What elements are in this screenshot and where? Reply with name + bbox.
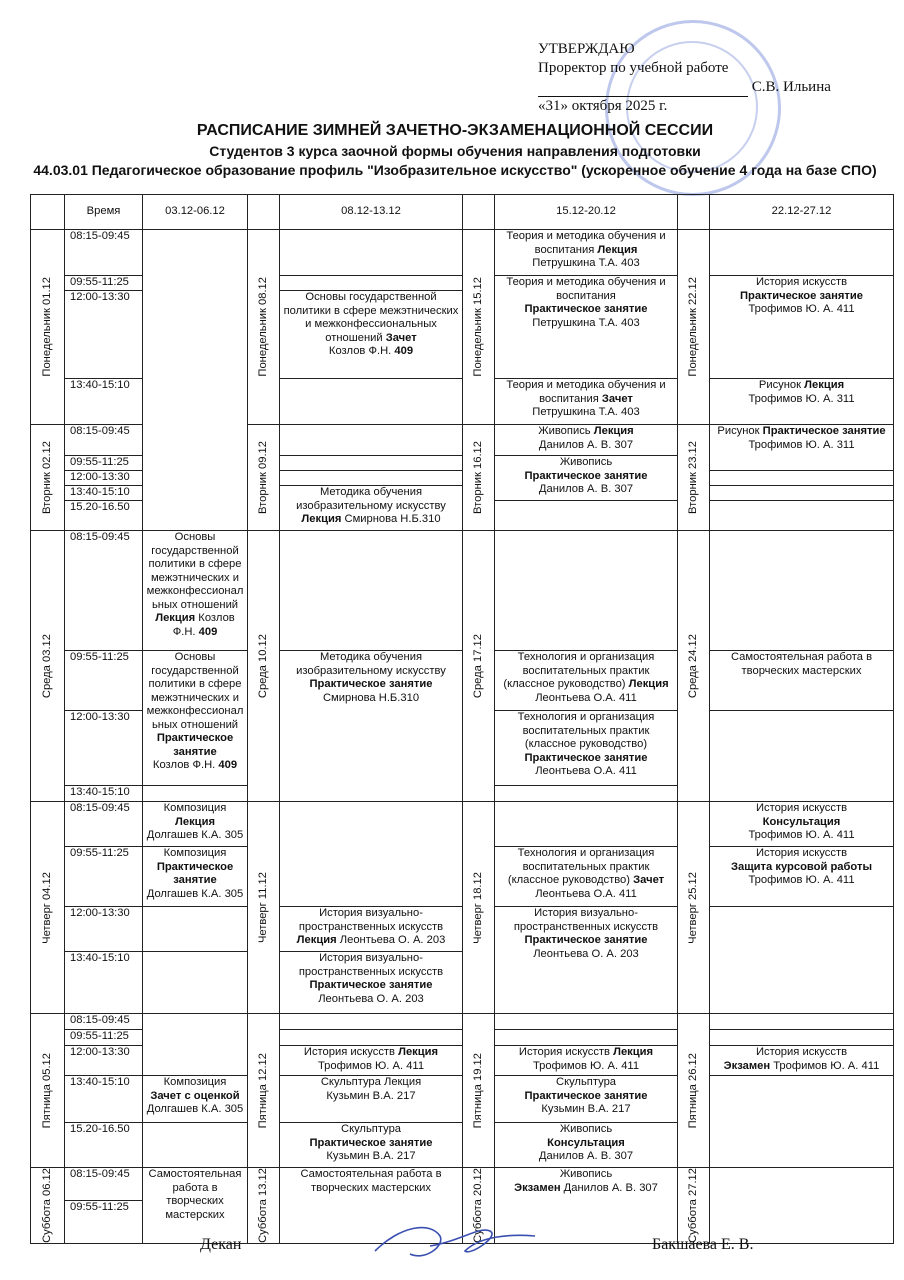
lesson-teacher: Данилов А. В. 307: [560, 1181, 658, 1194]
day-label: Вторник 23.12: [686, 441, 699, 514]
lesson-teacher: Леонтьева О.А. 411: [535, 691, 637, 704]
lesson-cell: [280, 379, 463, 425]
lesson-cell: [495, 1076, 678, 1123]
day-label: Пятница 26.12: [686, 1052, 699, 1129]
signature-line: [538, 82, 748, 97]
lesson-cell: [495, 501, 678, 531]
day-cell: [248, 1014, 280, 1168]
lesson-cell: [710, 276, 894, 379]
time-cell: 08:15-09:45: [65, 230, 143, 276]
lesson-cell: [280, 907, 463, 952]
time-cell: 12:00-13:30: [65, 1046, 143, 1076]
lesson-cell: [143, 802, 248, 847]
time-cell: 09:55-11:25: [65, 847, 143, 907]
lesson-subject: Теория и методика обучения и воспитания: [506, 276, 666, 302]
lesson-cell: [280, 1030, 463, 1046]
lesson-type: Лекция: [155, 612, 196, 624]
lesson-subject: Композиция: [163, 847, 227, 859]
lesson-cell: [710, 501, 894, 531]
day-cell: [678, 531, 710, 802]
day-cell: [678, 230, 710, 425]
lesson-teacher: Трофимов Ю. А. 411: [748, 303, 855, 315]
lesson-cell: [280, 1123, 463, 1168]
lesson-cell: [280, 230, 463, 276]
time-cell: 15.20-16.50: [65, 1123, 143, 1168]
lesson-teacher: Трофимов Ю. А. 311: [748, 438, 855, 451]
lesson-cell: [710, 1046, 894, 1076]
lesson-cell: [710, 230, 894, 276]
lesson-subject: Самостоятельная работа в творческих мастерских: [730, 651, 873, 677]
schedule-title: [20, 120, 890, 180]
lesson-subject: История искусств: [755, 802, 848, 814]
day-label: Вторник 02.12: [40, 441, 53, 514]
lesson-teacher: Трофимов Ю. А. 411: [317, 1059, 425, 1072]
lesson-type: Зачет с оценкой: [150, 1089, 240, 1102]
approval-block: [538, 40, 878, 116]
lesson-cell: [710, 802, 894, 847]
table-row: [31, 230, 894, 276]
approval-date: «31» октября 2025 г.: [538, 98, 668, 114]
day-label: Суббота 27.12: [686, 1168, 699, 1243]
header-blank: [678, 195, 710, 230]
lesson-cell: [495, 1123, 678, 1168]
title-main: РАСПИСАНИЕ ЗИМНЕЙ ЗАЧЕТНО-ЭКЗАМЕНАЦИОННОЙ СЕССИИ: [196, 122, 714, 139]
lesson-cell: [495, 1030, 678, 1046]
lesson-cell: [495, 802, 678, 847]
time-cell: 13:40-15:10: [65, 1076, 143, 1123]
lesson-type: Практическое занятие: [524, 469, 648, 482]
lesson-cell: [280, 471, 463, 486]
lesson-subject: История искусств: [755, 847, 848, 859]
footer-dean-name: Бакшаева Е. В.: [652, 1236, 754, 1253]
day-cell: [463, 802, 495, 1014]
lesson-teacher: Леонтьева О. А. 203: [533, 947, 639, 960]
day-label: Суббота 06.12: [40, 1168, 53, 1243]
lesson-type: Лекция: [613, 1046, 654, 1058]
lesson-teacher: Леонтьева О. А. 203: [336, 934, 446, 946]
lesson-teacher: Петрушкина Т.А. 403: [532, 316, 640, 329]
day-label: Пятница 12.12: [256, 1052, 269, 1129]
lesson-type: Лекция: [628, 678, 669, 690]
lesson-cell: [710, 711, 894, 802]
day-cell: [463, 531, 495, 802]
lesson-type: Лекция: [804, 379, 845, 391]
approval-signatory: С.В. Ильина: [751, 79, 831, 95]
lesson-cell: [280, 1014, 463, 1030]
day-label: Понедельник 01.12: [40, 277, 53, 377]
lesson-cell: [280, 1046, 463, 1076]
header-row: [31, 195, 894, 230]
lesson-cell: [280, 276, 463, 291]
lesson-subject: Самостоятельная работа в творческих мастерских: [148, 1168, 242, 1221]
time-cell: 09:55-11:25: [65, 456, 143, 471]
lesson-cell: [710, 1168, 894, 1244]
time-cell: 08:15-09:45: [65, 802, 143, 847]
lesson-type: Лекция: [597, 243, 638, 256]
lesson-teacher: Леонтьева О.А. 411: [535, 765, 637, 777]
day-label: Суббота 13.12: [256, 1168, 269, 1243]
lesson-subject: История визуально-пространственных искусств: [513, 907, 659, 933]
lesson-room: 409: [394, 345, 414, 357]
day-label: Четверг 04.12: [40, 871, 53, 944]
lesson-cell: [495, 456, 678, 501]
lesson-teacher: Данилов А. В. 307: [538, 438, 634, 451]
day-cell: [678, 1168, 710, 1244]
day-cell: [248, 531, 280, 802]
lesson-cell: [280, 1076, 463, 1123]
signature-mark: [370, 1206, 540, 1270]
lesson-type: Практическое занятие: [156, 732, 234, 758]
time-cell: 15.20-16.50: [65, 501, 143, 531]
time-cell: 13:40-15:10: [65, 379, 143, 425]
lesson-cell: [143, 1014, 248, 1076]
lesson-type: Практическое занятие: [524, 303, 648, 315]
lesson-cell: [143, 847, 248, 907]
lesson-type: Практическое занятие: [309, 979, 433, 991]
table-row: [31, 531, 894, 651]
day-label: Понедельник 08.12: [256, 277, 269, 377]
lesson-cell: [143, 531, 248, 651]
lesson-subject: Скульптура: [555, 1076, 617, 1088]
day-cell: [31, 425, 65, 531]
day-cell: [248, 425, 280, 531]
lesson-cell: [710, 425, 894, 471]
day-cell: [31, 1168, 65, 1244]
lesson-teacher: Смирнова Н.Б.310: [341, 513, 441, 525]
lesson-type: Зачет: [633, 874, 665, 886]
lesson-cell: [280, 456, 463, 471]
lesson-cell: [143, 230, 248, 531]
day-label: Пятница 19.12: [471, 1052, 484, 1129]
lesson-subject: История искусств: [303, 1046, 399, 1058]
lesson-teacher: Кузьмин В.А. 217: [326, 1089, 416, 1102]
day-label: Четверг 11.12: [256, 871, 269, 944]
lesson-type: Зачет: [601, 392, 633, 405]
table-row: [31, 1014, 894, 1030]
lesson-cell: [143, 786, 248, 802]
lesson-cell: [495, 1014, 678, 1030]
lesson-type: Лекция: [301, 513, 342, 525]
lesson-subject: История визуально-пространственных искусств: [298, 907, 444, 933]
lesson-cell: [495, 847, 678, 907]
lesson-teacher: Долгашев К.А. 305: [146, 887, 244, 900]
lesson-subject: Самостоятельная работа в творческих мастерских: [300, 1168, 442, 1194]
day-label: Понедельник 22.12: [686, 277, 699, 377]
time-cell: 13:40-15:10: [65, 486, 143, 501]
lesson-subject: Живопись: [559, 456, 613, 468]
lesson-cell: [710, 1030, 894, 1046]
lesson-teacher: Данилов А. В. 307: [538, 1150, 634, 1162]
time-cell: 08:15-09:45: [65, 1168, 143, 1201]
lesson-cell: [143, 1123, 248, 1168]
lesson-type: Экзамен: [723, 1059, 771, 1072]
time-cell: 09:55-11:25: [65, 276, 143, 291]
lesson-type: Лекция: [398, 1046, 439, 1058]
lesson-cell: [710, 1076, 894, 1168]
table-row: [31, 1076, 894, 1123]
time-cell: 12:00-13:30: [65, 711, 143, 786]
table-row: [31, 1168, 894, 1201]
day-cell: [31, 230, 65, 425]
lesson-cell: [280, 291, 463, 379]
lesson-subject: Методика обучения изобразительному искусству: [296, 651, 446, 677]
approval-heading: УТВЕРЖДАЮ: [538, 41, 635, 57]
lesson-cell: [495, 379, 678, 425]
lesson-teacher: Смирнова Н.Б.310: [322, 691, 420, 704]
lesson-cell: [143, 1168, 248, 1244]
lesson-type: Практическое занятие: [309, 678, 433, 690]
lesson-type: Лекция: [296, 934, 337, 946]
lesson-cell: [280, 486, 463, 531]
lesson-subject: Теория и методика обучения и воспитания: [506, 230, 666, 256]
schedule-table: [30, 194, 894, 1244]
lesson-cell: [495, 531, 678, 651]
lesson-cell: [495, 651, 678, 711]
lesson-teacher: Трофимов Ю. А. 411: [770, 1059, 880, 1072]
header-week-2: 08.12-13.12: [280, 195, 463, 230]
day-label: Суббота 20.12: [471, 1168, 484, 1243]
lesson-teacher: Данилов А. В. 307: [538, 483, 634, 495]
time-cell: 09:55-11:25: [65, 651, 143, 711]
lesson-teacher: Долгашев К.А. 305: [146, 1103, 244, 1115]
lesson-type: Лекция: [175, 815, 215, 828]
lesson-subject: Рисунок: [758, 379, 805, 391]
lesson-cell: [143, 651, 248, 786]
lesson-teacher: Петрушкина Т.А. 403: [532, 257, 640, 269]
lesson-cell: [280, 802, 463, 907]
lesson-cell: [143, 907, 248, 952]
table-row: [31, 651, 894, 711]
lesson-teacher: Трофимов Ю. А. 411: [748, 874, 855, 886]
table-row: [31, 802, 894, 847]
lesson-cell: [495, 1046, 678, 1076]
lesson-subject: История искусств: [755, 276, 848, 288]
day-label: Среда 24.12: [686, 633, 699, 699]
lesson-type: Консультация: [547, 1136, 625, 1149]
lesson-cell: [495, 786, 678, 802]
lesson-subject: Скульптура: [340, 1123, 402, 1135]
day-label: Вторник 16.12: [471, 441, 484, 514]
lesson-cell: [710, 379, 894, 425]
lesson-cell: [710, 907, 894, 1014]
table-row: [31, 907, 894, 952]
time-cell: 12:00-13:30: [65, 471, 143, 486]
time-cell: 08:15-09:45: [65, 531, 143, 651]
lesson-cell: [143, 1076, 248, 1123]
lesson-cell: [280, 425, 463, 456]
time-cell: 12:00-13:30: [65, 907, 143, 952]
lesson-cell: [495, 230, 678, 276]
time-cell: 09:55-11:25: [65, 1030, 143, 1046]
header-blank: [463, 195, 495, 230]
lesson-teacher: Трофимов Ю. А. 311: [748, 392, 855, 405]
day-cell: [31, 802, 65, 1014]
lesson-subject: Композиция: [163, 1076, 227, 1088]
day-cell: [463, 1014, 495, 1168]
lesson-subject: Технология и организация воспитательных практик (классное руководство): [517, 711, 655, 750]
lesson-subject: Основы государственной политики в сфере межэтнических и межконфессионал ьных отношений: [146, 531, 244, 611]
lesson-cell: [280, 952, 463, 1014]
title-sub2: 44.03.01 Педагогическое образование профиль "Изобразительное искусство" (ускоренное обучение 4 года на базе СПО): [33, 162, 877, 178]
lesson-teacher: Козлов Ф.Н.: [172, 612, 235, 638]
header-week-4: 22.12-27.12: [710, 195, 894, 230]
day-label: Понедельник 15.12: [471, 277, 484, 377]
lesson-cell: [710, 471, 894, 486]
lesson-type: Практическое занятие: [762, 425, 886, 437]
header-blank: [31, 195, 65, 230]
lesson-subject: Основы государственной политики в сфере межэтнических и межконфессиональных отношений: [283, 291, 459, 344]
lesson-subject: Живопись: [538, 425, 594, 437]
day-label: Четверг 25.12: [686, 871, 699, 944]
lesson-cell: [495, 425, 678, 456]
lesson-type: Практическое занятие: [524, 751, 648, 764]
lesson-cell: [495, 907, 678, 1014]
lesson-subject: История искусств: [518, 1046, 614, 1058]
day-label: Пятница 05.12: [40, 1052, 53, 1129]
lesson-subject: Живопись: [559, 1123, 613, 1135]
lesson-teacher: Кузьмин В.А. 217: [541, 1103, 631, 1115]
lesson-type: Лекция: [593, 425, 634, 437]
lesson-subject: Технология и организация воспитательных практик (классное руководство): [507, 847, 655, 886]
day-cell: [248, 802, 280, 1014]
footer-dean-label: Декан: [200, 1236, 242, 1253]
day-cell: [678, 1014, 710, 1168]
lesson-cell: [710, 651, 894, 711]
time-cell: 12:00-13:30: [65, 291, 143, 379]
lesson-type: Практическое занятие: [156, 860, 234, 886]
time-cell: 08:15-09:45: [65, 425, 143, 456]
lesson-type: Защита курсовой работы: [730, 860, 873, 873]
day-cell: [248, 230, 280, 425]
day-label: Среда 17.12: [471, 633, 484, 699]
lesson-subject: История визуально-пространственных искусств: [298, 952, 444, 978]
lesson-cell: [495, 276, 678, 379]
title-sub1: Студентов 3 курса заочной формы обучения направления подготовки: [209, 143, 701, 159]
lesson-teacher: Долгашев К.А. 305: [146, 829, 244, 841]
lesson-subject: Живопись: [559, 1168, 613, 1180]
day-cell: [463, 230, 495, 425]
lesson-room: 409: [198, 625, 218, 638]
lesson-teacher: Петрушкина Т.А. 403: [532, 406, 640, 418]
lesson-type: Практическое занятие: [309, 1136, 433, 1149]
lesson-teacher: Леонтьева О. А. 203: [318, 992, 424, 1005]
lesson-subject: История искусств: [755, 1046, 848, 1058]
day-cell: [463, 425, 495, 531]
day-label: Вторник 09.12: [256, 441, 269, 514]
lesson-teacher: Трофимов Ю. А. 411: [748, 829, 855, 841]
day-cell: [31, 1014, 65, 1168]
lesson-type: Практическое занятие: [524, 934, 648, 946]
lesson-cell: [710, 1014, 894, 1030]
lesson-cell: [710, 847, 894, 907]
header-week-3: 15.12-20.12: [495, 195, 678, 230]
time-cell: 08:15-09:45: [65, 1014, 143, 1030]
lesson-cell: [280, 651, 463, 802]
lesson-type: Экзамен: [514, 1181, 561, 1194]
approval-position: Проректор по учебной работе: [538, 60, 729, 76]
lesson-subject: Теория и методика обучения и воспитания: [506, 379, 666, 405]
lesson-room: 409: [218, 759, 238, 771]
header-blank: [248, 195, 280, 230]
lesson-type: Практическое занятие: [740, 289, 863, 302]
lesson-subject: Скульптура Лекция: [320, 1076, 422, 1088]
lesson-type: Консультация: [762, 815, 841, 828]
day-cell: [678, 425, 710, 531]
time-cell: 13:40-15:10: [65, 786, 143, 802]
time-cell: 13:40-15:10: [65, 952, 143, 1014]
lesson-teacher: Трофимов Ю. А. 411: [532, 1059, 640, 1072]
header-time: Время: [65, 195, 143, 230]
lesson-subject: Композиция: [163, 802, 227, 814]
lesson-type: Практическое занятие: [524, 1089, 648, 1102]
lesson-subject: Рисунок: [717, 425, 763, 437]
lesson-cell: [143, 952, 248, 1014]
lesson-teacher: Козлов Ф.Н.: [152, 759, 219, 771]
day-cell: [678, 802, 710, 1014]
lesson-subject: Методика обучения изобразительному искусству: [296, 486, 446, 512]
day-label: Четверг 18.12: [471, 871, 484, 944]
day-label: Среда 10.12: [256, 633, 269, 699]
time-cell: 09:55-11:25: [65, 1200, 143, 1243]
day-cell: [248, 1168, 280, 1244]
lesson-cell: [710, 486, 894, 501]
day-cell: [31, 531, 65, 802]
lesson-subject: Технология и организация воспитательных практик (классное руководство): [503, 651, 655, 690]
day-label: Среда 03.12: [40, 633, 53, 699]
lesson-cell: [495, 711, 678, 786]
lesson-type: Зачет: [385, 331, 417, 344]
header-week-1: 03.12-06.12: [143, 195, 248, 230]
lesson-teacher: Кузьмин В.А. 217: [326, 1150, 416, 1162]
lesson-subject: Основы государственной политики в сфере межэтнических и межконфессионал ьных отношений: [146, 651, 244, 731]
lesson-cell: [710, 531, 894, 651]
lesson-cell: [280, 531, 463, 651]
lesson-teacher: Козлов Ф.Н.: [328, 345, 395, 357]
lesson-teacher: Леонтьева О.А. 411: [535, 887, 637, 900]
